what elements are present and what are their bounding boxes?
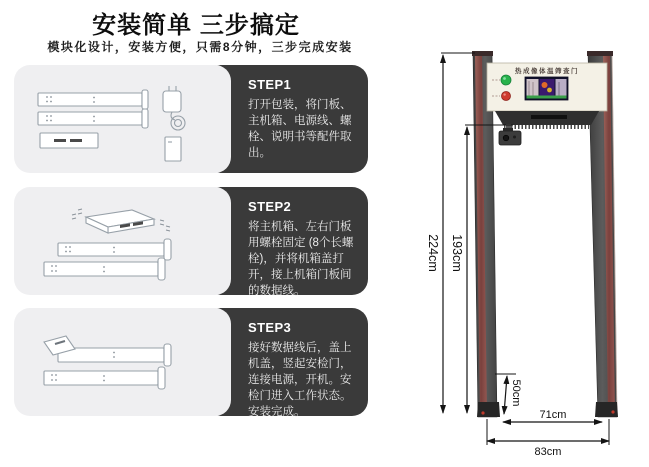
green-led-highlight xyxy=(503,77,506,80)
step1-illustration-svg xyxy=(14,65,231,173)
step3-text: 接好数据线后，盖上机盖，竖起安检门，连接电源，开机。安检门进入工作状态。安装完成。 xyxy=(248,342,352,418)
main-unit-3d-icon xyxy=(86,210,154,233)
dim-inner-height: 193cm xyxy=(450,234,464,272)
step2-text: 将主机箱、左右门板用螺栓固定 (8个长螺栓)，并将机箱盖打开，接上机箱门板间的数据线。 xyxy=(248,221,354,297)
dim-foot-height: 50cm xyxy=(510,379,522,407)
step-card-1 xyxy=(0,65,380,173)
dim-overall-height: 224cm xyxy=(426,234,440,272)
step3-label: STEP3 xyxy=(248,320,292,335)
page-subtitle: 模块化设计，安装方便，只需8分钟，三步完成安装 xyxy=(47,40,353,54)
step-card-2 xyxy=(0,187,380,295)
pillar-top-cap xyxy=(587,51,613,56)
step1-text: 打开包装，将门板、主机箱、电源线、螺栓、说明书等配件取出。 xyxy=(248,99,352,159)
door-diagram xyxy=(425,25,649,467)
thermal-screen xyxy=(525,77,568,100)
step3-illustration xyxy=(14,308,231,416)
foot-red-dot xyxy=(481,411,484,414)
camera-icon xyxy=(499,124,521,145)
vent-slot xyxy=(531,115,567,119)
step2-illustration xyxy=(14,187,231,295)
red-led-highlight xyxy=(503,93,505,95)
door-panel-shapes xyxy=(44,336,171,389)
dim-overall-width: 83cm xyxy=(534,446,562,458)
door-panel-shapes xyxy=(44,239,171,280)
step2-label: STEP2 xyxy=(248,199,292,214)
door-header-panel xyxy=(487,63,607,111)
dimension-line-50 xyxy=(504,376,507,414)
power-adapter-icon xyxy=(163,86,185,130)
green-led-icon xyxy=(501,75,511,85)
main-unit-icon xyxy=(40,133,98,148)
foot-red-dot xyxy=(611,410,614,413)
step1-label: STEP1 xyxy=(248,77,292,92)
page-title: 安装简单 三步搞定 xyxy=(92,12,300,39)
device-title: 热成像体温筛查门 xyxy=(515,68,579,75)
pillar-top-cap xyxy=(472,51,493,56)
step3-illustration-svg xyxy=(14,308,231,416)
red-led-icon xyxy=(502,92,511,101)
step1-illustration xyxy=(14,65,231,173)
dim-inner-width: 71cm xyxy=(539,409,567,421)
step-card-3 xyxy=(0,308,380,416)
manual-icon xyxy=(165,137,181,161)
step2-illustration-svg xyxy=(14,187,231,295)
